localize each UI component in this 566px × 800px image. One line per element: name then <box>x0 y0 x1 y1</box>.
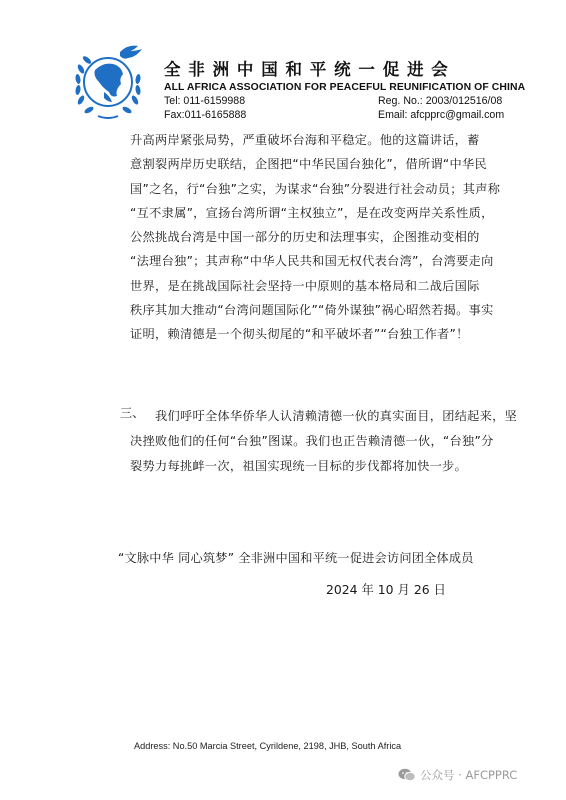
body-line: 国”之名，行“台独”之实，为谋求“台独”分裂进行社会动员；其声称 <box>130 181 501 196</box>
body-line: 公然挑战台湾是中国一部分的历史和法理事实，企图推动变相的 <box>130 230 480 245</box>
point-line: 我们呼吁全体华侨华人认清赖清德一伙的真实面目，团结起来，坚 <box>155 409 518 423</box>
body-line: 秩序其加大推动“台湾问题国际化”“倚外谋独”祸心昭然若揭。事实 <box>130 303 494 318</box>
dove-globe-wreath-logo <box>68 40 156 124</box>
org-name-chinese: 全非洲中国和平统一促进会 <box>164 60 456 79</box>
org-name-english: ALL AFRICA ASSOCIATION FOR PEACEFUL REUNIFICATION OF CHINA <box>164 82 526 93</box>
body-line: 意割裂两岸历史联结，企图把“中华民国台独化”，借所谓“中华民 <box>130 157 488 172</box>
body-line: 证明，赖清德是一个彻头彻尾的“和平破坏者”“台独工作者”！ <box>130 327 469 342</box>
watermark-text: 公众号 · AFCPPRC <box>420 768 518 782</box>
fax-number: Fax:011-6165888 <box>164 109 247 121</box>
point-line: 决挫败他们的任何“台独”图谋。我们也正告赖清德一伙，“台独”分 <box>130 434 494 448</box>
registration-number: Reg. No.: 2003/012516/08 <box>378 95 503 107</box>
email-address: Email: afcpprc@gmail.com <box>378 109 505 121</box>
statement-body-paragraph <box>130 128 501 347</box>
wechat-icon <box>398 768 416 782</box>
body-line: “法理台独”；其声称“中华人民共和国无权代表台湾”，台湾要走向 <box>130 254 494 269</box>
signature-line: “文脉中华 同心筑梦” 全非洲中国和平统一促进会访问团全体成员 <box>118 551 474 565</box>
point-three-paragraph <box>130 404 518 479</box>
tel-number: Tel: 011-6159988 <box>164 95 246 107</box>
point-number: 三、 <box>120 406 145 420</box>
letterhead <box>68 38 526 122</box>
document-date: 2024 年 10 月 26 日 <box>326 582 446 597</box>
body-line: 升高两岸紧张局势，严重破坏台海和平稳定。他的这篇讲话，蓄 <box>130 133 480 147</box>
wechat-watermark <box>398 767 517 783</box>
footer-address: Address: No.50 Marcia Street, Cyrildene, 2198, JHB, South Africa <box>134 741 402 751</box>
point-line: 裂势力每挑衅一次，祖国实现统一目标的步伐都将加快一步。 <box>130 459 468 473</box>
body-line: “互不隶属”，宣扬台湾所谓“主权独立”，是在改变两岸关系性质， <box>130 205 494 220</box>
body-line: 世界，是在挑战国际社会坚持一中原则的基本格局和二战后国际 <box>130 278 480 293</box>
